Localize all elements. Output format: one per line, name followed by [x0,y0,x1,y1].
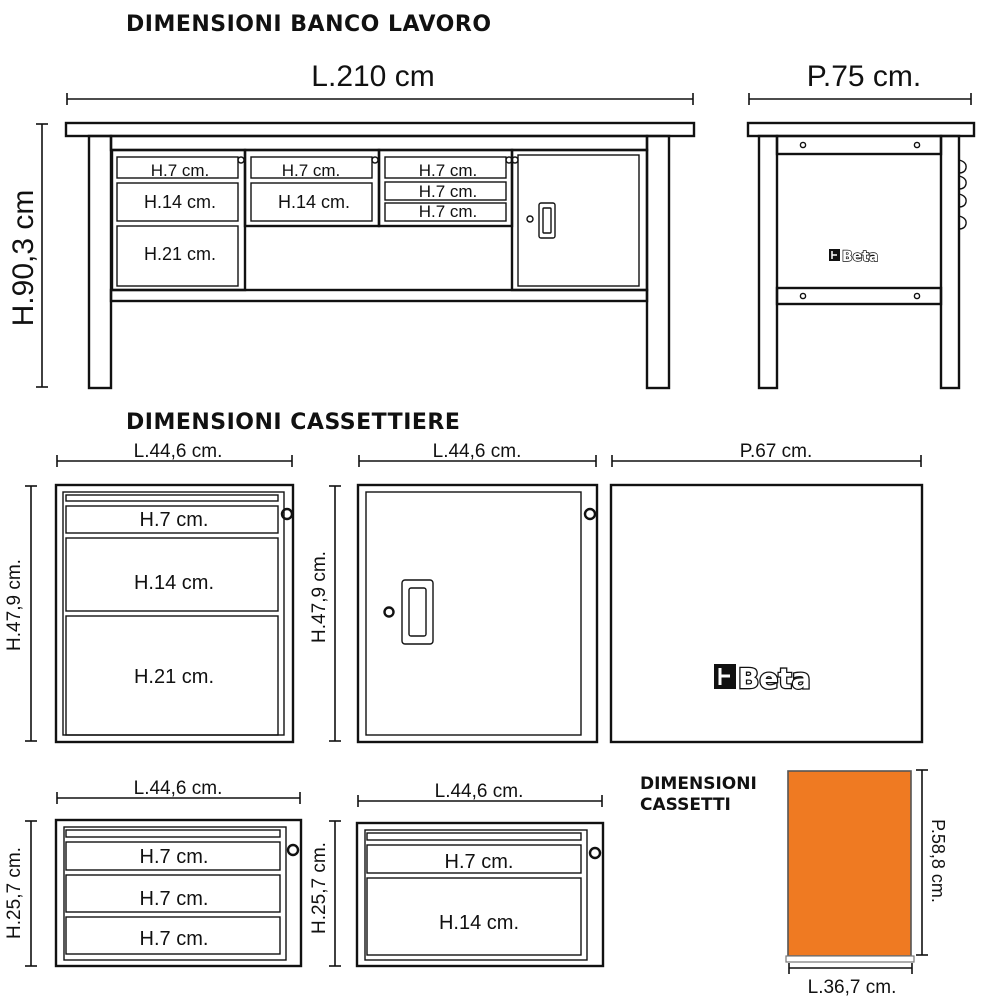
drawer-unit-3-drawers [4,441,293,742]
drawers-dimensions-title-line1: DIMENSIONI [640,774,757,794]
small-unit-3-width-label: L.44,6 cm. [133,778,223,799]
small-unit-2-drawer-2-label: H.14 cm. [438,912,520,934]
bench-crossbar [111,290,647,301]
drawer-width-dimension [789,963,912,974]
workbench-side-view [748,60,974,388]
drawer-dimensions [786,770,948,998]
side-panel-depth-label: P.67 cm. [739,441,813,462]
bench-right-drawer-1-label: H.7 cm. [418,161,478,180]
beta-logo-small [829,249,878,265]
door-unit-height-dimension [329,486,341,741]
bench-height-label: H.90,3 cm [7,189,40,327]
workbench-front-view [7,60,694,388]
door-unit-height-label: H.47,9 cm. [309,551,330,643]
bench-side-leg-rear [941,136,959,388]
bench-cabinet-door [518,155,639,286]
door-unit-lock-icon [385,608,394,617]
beta-logo-large-text: Beta [738,662,811,695]
drawer-plan-view [788,771,911,956]
door-unit-door [366,492,581,735]
bench-worktop [66,123,694,136]
drawer-unit-drawer-3-label: H.21 cm. [133,666,215,688]
small-unit-2-height-dimension [329,821,341,966]
small-unit-2-height-label: H.25,7 cm. [309,842,330,934]
bench-length-dimension [67,93,693,105]
bench-side-leg-front [759,136,777,388]
bench-right-drawer-2-label: H.7 cm. [418,182,478,201]
drawers-dimensions-title-line2: CASSETTI [640,795,731,815]
bench-side-lower-rail [777,288,941,304]
door-unit-width-label: L.44,6 cm. [432,441,522,462]
bench-apron [111,136,647,150]
bench-side-upper-rail [777,136,941,154]
small-unit-3-drawer-3-label: H.7 cm. [139,928,209,950]
bench-left-drawer-1-label: H.7 cm. [150,161,210,180]
beta-logo-large [714,662,811,695]
bench-leg-right [647,136,669,388]
small-unit-3-drawer-2-label: H.7 cm. [139,888,209,910]
bench-left-drawer-3-label: H.21 cm. [143,244,217,264]
drawer-depth-dimension [916,770,928,955]
small-unit-2-drawers [309,781,603,966]
bench-middle-drawer-2-label: H.14 cm. [277,192,351,212]
bench-depth-dimension [749,93,971,105]
drawer-unit-drawer-1-label: H.7 cm. [139,509,209,531]
bench-lock-icon [527,216,533,222]
bench-left-drawer-2-label: H.14 cm. [143,192,217,212]
bench-depth-label: P.75 cm. [806,60,922,93]
small-unit-3-drawers [4,778,301,966]
drawer-unit-height-label: H.47,9 cm. [4,559,25,651]
drawer-width-label: L.36,7 cm. [807,977,897,998]
drawer-unit-width-label: L.44,6 cm. [133,441,223,462]
side-panel-body [611,485,922,742]
bench-dimensions-title: DIMENSIONI BANCO LAVORO [126,12,492,37]
bench-side-worktop [748,123,974,136]
bench-length-label: L.210 cm [311,60,435,93]
drawer-depth-label: P.58,8 cm. [928,819,948,903]
side-panel [611,441,922,742]
drawer-units-dimensions-title: DIMENSIONI CASSETTIERE [126,410,461,435]
small-unit-3-drawer-1-label: H.7 cm. [139,846,209,868]
bench-right-drawer-3-label: H.7 cm. [418,202,478,221]
beta-logo-small-text: Beta [842,249,879,265]
bench-leg-left [89,136,111,388]
bench-middle-drawer-1-label: H.7 cm. [281,161,341,180]
small-unit-2-width-label: L.44,6 cm. [434,781,524,802]
small-unit-3-height-dimension [25,821,37,966]
door-unit [309,441,597,742]
drawer-unit-drawer-2-label: H.14 cm. [133,572,215,594]
door-unit-handle [402,580,433,644]
small-unit-2-drawer-1-label: H.7 cm. [444,851,514,873]
drawer-unit-height-dimension [25,486,37,741]
small-unit-3-height-label: H.25,7 cm. [4,847,25,939]
